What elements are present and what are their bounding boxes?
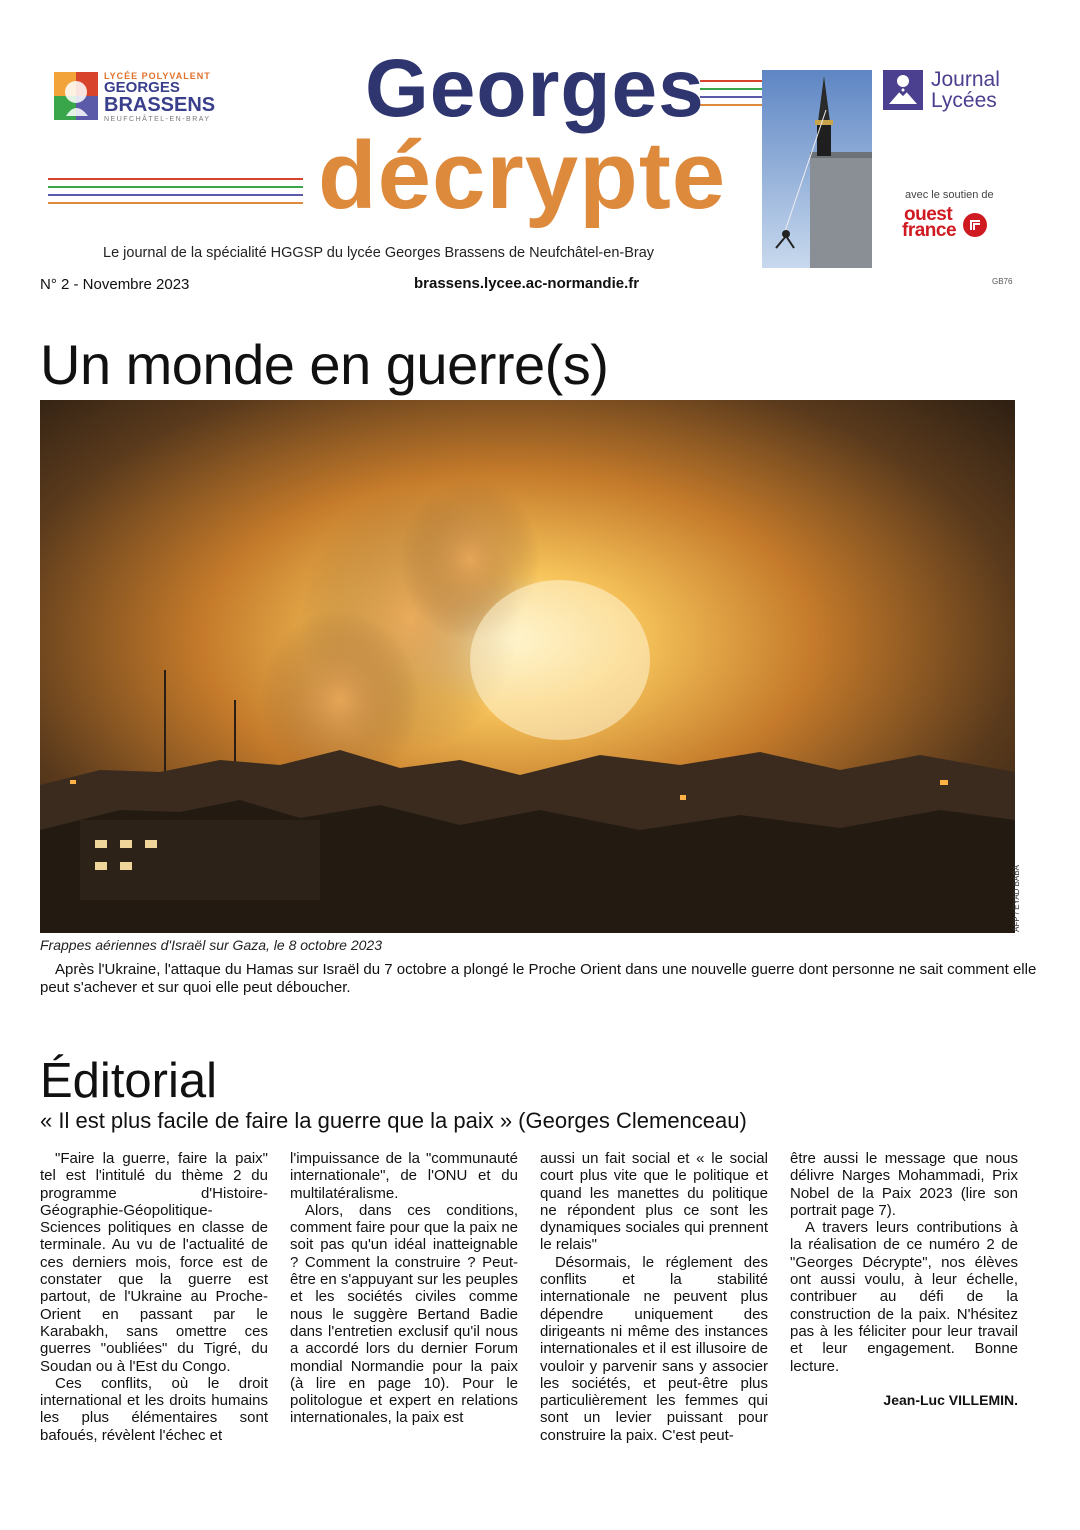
partner-name-line2: Lycées: [931, 89, 997, 112]
support-text: avec le soutien de: [905, 189, 994, 201]
editorial-title: Éditorial: [40, 1054, 218, 1108]
paragraph: A travers leurs contributions à la réalisation de ce numéro 2 de "Georges Décrypte", nos élèves ont aussi voulu, à leur échelle, contribuer au défi de la construction de la paix. N'hésitez pas à les féliciter pour leur travail et leur engagement. Bonne lecture.: [790, 1219, 1018, 1375]
paragraph: aussi un fait social et « le social court plus vite que le politique et quand les manettes du politique ne répondent plus ce sont les dynamiques sociales qui prennent le relais": [540, 1150, 768, 1254]
sponsor-name-line2: france: [902, 220, 957, 241]
school-town: NEUFCHÂTEL-EN-BRAY: [104, 116, 211, 123]
fountain-pen-climber-image: [762, 70, 872, 268]
paragraph: Ces conflits, où le droit international et les droits humains les plus élémentaires sont bafoués, révèlent l'échec et: [40, 1374, 268, 1444]
edition-code: GB76: [992, 277, 1013, 286]
editorial-signature: Jean-Luc VILLEMIN.: [883, 1392, 1018, 1408]
ouest-france-logo-icon: [963, 213, 987, 237]
issue-number: N° 2 - Novembre 2023: [40, 276, 190, 293]
photo-caption: Frappes aériennes d'Israël sur Gaza, le 8 octobre 2023: [40, 937, 382, 953]
paragraph: "Faire la guerre, faire la paix" tel est l'intitulé du thème 2 du programme d'Histoire-Géographie-Géopolitique-Sciences politiques en classe de terminale. Au vu de l'actualité de ces derniers mois, force est de constater que la guerre est partout, de l'Ukraine au Proche-Orient en passant par le Karabakh, sans omettre ces guerres "oubliées" du Tigré, du Soudan ou à l'Est du Congo.: [40, 1150, 268, 1375]
journal-des-lycees-logo-icon: [883, 70, 923, 110]
paragraph: l'impuissance de la "communauté internationale", de l'ONU et du multilatéralisme.: [290, 1150, 518, 1202]
website-link[interactable]: brassens.lycee.ac-normandie.fr: [414, 275, 640, 292]
sponsor-name-line1: ouest: [904, 204, 953, 225]
masthead-title-decrypte: décrypte: [318, 122, 727, 229]
masthead-title-georges: Georges: [365, 43, 705, 134]
cover-headline: Un monde en guerre(s): [40, 333, 609, 396]
title-stripes-left: [48, 176, 303, 206]
editorial-quote: « Il est plus facile de faire la guerre que la paix » (Georges Clemenceau): [40, 1108, 747, 1133]
editorial-column-1: [40, 1150, 268, 1444]
partner-name-small: des: [917, 94, 923, 104]
school-logo: [54, 70, 224, 126]
cover-lead: Après l'Ukraine, l'attaque du Hamas sur Israël du 7 octobre a plongé le Proche Orient dans une nouvelle guerre dont personne ne sait comment elle peut s'achever et sur quoi elle peut déboucher.: [40, 961, 1037, 996]
school-name-first: GEORGES: [104, 79, 180, 96]
partner-name-line1: Journal: [931, 68, 1000, 91]
masthead-tagline: Le journal de la spécialité HGGSP du lycée Georges Brassens de Neufchâtel-en-Bray: [103, 245, 655, 261]
paragraph: être aussi le message que nous délivre Narges Mohammadi, Prix Nobel de la Paix 2023 (lire son portrait page 7).: [790, 1150, 1018, 1219]
editorial-column-3: [540, 1150, 768, 1444]
editorial-column-2: [290, 1150, 518, 1427]
editorial-column-4: [790, 1150, 1018, 1375]
school-name-last: BRASSENS: [104, 94, 216, 116]
paragraph: Désormais, le réglement des conflits et la stabilité internationale ne peuvent plus dépendre uniquement des dirigeants ni même des instances internationales et il est illusoire de vouloir y parvenir sans y associer les sociétés, et peut-être plus particulièrement les femmes qui sont un levier puissant pour construire la paix. C'est peut-: [540, 1253, 768, 1444]
title-stripes-right: [700, 78, 770, 108]
journal-des-lycees-logo: [883, 68, 1023, 118]
cover-photo-gaza-strikes: [40, 400, 1015, 933]
photo-credit: [1012, 865, 1036, 935]
ouest-france-logo: [900, 206, 995, 242]
photo-credit-text: AFP / EYAD BABA: [1012, 865, 1021, 932]
paragraph: Alors, dans ces conditions, comment faire pour que la paix ne soit pas qu'un idéal inatteignable ? Comment la construire ? Peut-être en s'appuyant sur les peuples et les sociétés civiles comme nous le suggère Bertand Badie dans l'entretien exclusif qu'il nous a accordé lors du dernier Forum mondial Normandie pour la paix (à lire en page 10). Pour le politologue et expert en relations internationales, la paix est: [290, 1201, 519, 1427]
portrait-logo-icon: [54, 72, 98, 120]
school-type: LYCÉE POLYVALENT: [104, 71, 211, 81]
